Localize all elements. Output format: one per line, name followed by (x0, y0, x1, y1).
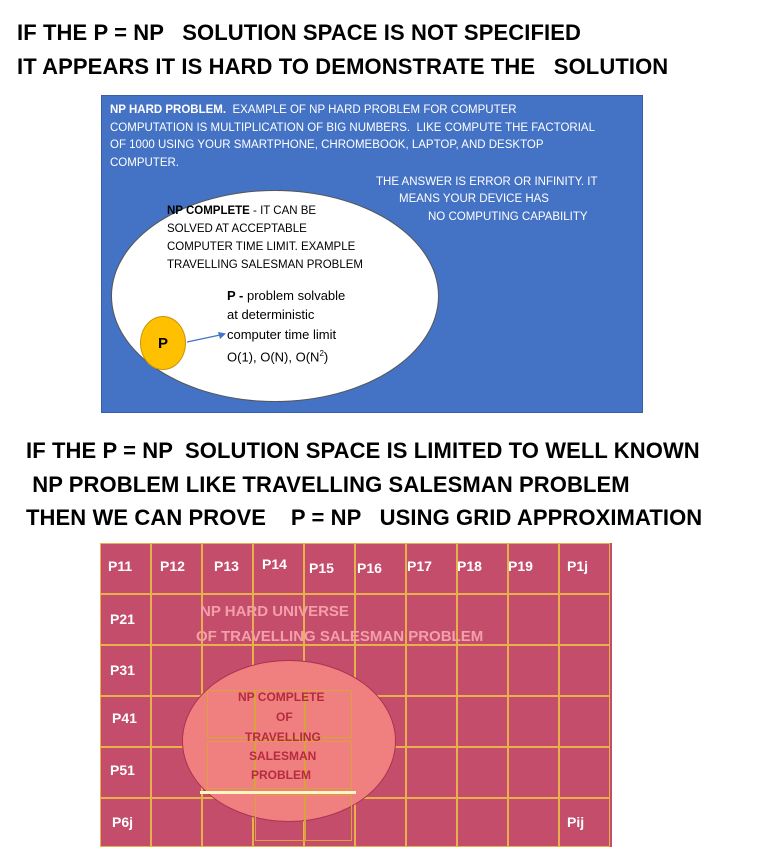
np-complete-text-line-2: SOLVED AT ACCEPTABLE (167, 223, 307, 235)
grid-cell (508, 645, 559, 696)
heading-mid-line-2: NP PROBLEM LIKE TRAVELLING SALESMAN PROBLEM (26, 472, 630, 497)
np-hard-text-line-3: OF 1000 USING YOUR SMARTPHONE, CHROMEBOOK, LAPTOP, AND DESKTOP (110, 139, 544, 151)
grid-label-p14: P14 (262, 556, 287, 572)
tsp-label-line-5: PROBLEM (251, 768, 311, 782)
np-complete-text-line-3: COMPUTER TIME LIMIT. EXAMPLE (167, 241, 356, 253)
np-complete-title: NP COMPLETE (167, 205, 250, 217)
grid-label-p13: P13 (214, 558, 239, 574)
p-label: P (157, 334, 168, 352)
p-text-line-1 (227, 286, 345, 306)
grid-cell (508, 747, 559, 798)
answer-text-line-2: MEANS YOUR DEVICE HAS (399, 193, 549, 205)
grid-label-p16: P16 (357, 560, 382, 576)
np-hard-text-line-1-rest: EXAMPLE OF NP HARD PROBLEM FOR COMPUTER (226, 104, 517, 116)
p-title: P - (227, 288, 244, 303)
p-complexity-end: ) (323, 349, 329, 365)
tsp-label-line-4: SALESMAN (249, 749, 317, 763)
tsp-label-line-1: NP COMPLETE (238, 690, 325, 704)
heading-top-line-2: IT APPEARS IT IS HARD TO DEMONSTRATE THE SOLUTION (17, 54, 669, 79)
np-hard-text-line-4: COMPUTER. (110, 157, 179, 169)
answer-text-line-1: THE ANSWER IS ERROR OR INFINITY. IT (376, 176, 598, 188)
grid-cell (151, 645, 202, 696)
grid-label-p21: P21 (110, 611, 135, 627)
p-complexity-exponent: 2 (319, 349, 324, 358)
grid-label-p6j: P6j (112, 814, 134, 830)
grid-label-pij: Pij (567, 814, 585, 830)
approx-cell (255, 795, 305, 841)
p-text-line-4 (227, 344, 328, 367)
grid-label-p18: P18 (457, 558, 482, 574)
answer-text-line-3: NO COMPUTING CAPABILITY (428, 211, 588, 223)
grid-label-p31: P31 (110, 662, 135, 678)
heading-top-line-1: IF THE P = NP SOLUTION SPACE IS NOT SPECIFIED (17, 20, 581, 45)
grid-cell (457, 645, 508, 696)
np-hard-text-line-1 (110, 102, 517, 119)
grid-cell (559, 696, 610, 747)
grid-label-p17: P17 (407, 558, 432, 574)
grid-cell (457, 747, 508, 798)
grid-cell (406, 645, 457, 696)
grid-cell (508, 594, 559, 645)
grid-cell (406, 798, 457, 847)
grid-cell (457, 798, 508, 847)
grid-cell (559, 645, 610, 696)
tsp-label-line-3: TRAVELLING (245, 730, 321, 744)
approx-cell (305, 795, 352, 841)
p-text-line-3: computer time limit (227, 327, 337, 342)
grid-label-p19: P19 (508, 558, 533, 574)
grid-label-p12: P12 (160, 558, 185, 574)
np-hard-text-line-2: COMPUTATION IS MULTIPLICATION OF BIG NUMBERS. LIKE COMPUTE THE FACTORIAL (110, 122, 595, 134)
universe-label-line-1: NP HARD UNIVERSE (200, 603, 349, 620)
universe-label-line-2: OF TRAVELLING SALESMAN PROBLEM (196, 628, 484, 645)
grid-cell (559, 594, 610, 645)
grid-label-p51: P51 (110, 762, 135, 778)
np-hard-title: NP HARD PROBLEM. (110, 104, 227, 116)
grid-cell (559, 747, 610, 798)
arrow-icon (186, 330, 228, 346)
grid-label-p15: P15 (309, 560, 334, 576)
grid-cell (508, 696, 559, 747)
grid-cell (151, 594, 202, 645)
grid-cell (457, 696, 508, 747)
tsp-label-line-2: OF (276, 710, 293, 724)
heading-mid-line-1: IF THE P = NP SOLUTION SPACE IS LIMITED TO WELL KNOWN (26, 438, 700, 463)
heading-mid-line-3: THEN WE CAN PROVE P = NP USING GRID APPROXIMATION (26, 505, 703, 530)
np-complete-text-line-1 (167, 203, 316, 221)
p-complexity: O(1), O(N), O(N (227, 349, 320, 365)
grid-cell (151, 798, 202, 847)
grid-cell (406, 747, 457, 798)
approx-boundary-line (200, 791, 356, 794)
p-region (140, 316, 186, 370)
p-text-line-2: at deterministic (227, 307, 315, 322)
grid-label-p11: P11 (108, 558, 133, 574)
np-complete-text-line-1-rest: - IT CAN BE (249, 205, 317, 217)
p-text-line-1-rest: problem solvable (243, 288, 346, 303)
np-complete-text-line-4: TRAVELLING SALESMAN PROBLEM (167, 259, 363, 271)
approx-cell (207, 741, 255, 789)
grid-cell (355, 798, 406, 847)
grid-label-p1j: P1j (567, 558, 589, 574)
grid-cell (508, 798, 559, 847)
grid-label-p41: P41 (112, 710, 137, 726)
grid-cell (406, 696, 457, 747)
